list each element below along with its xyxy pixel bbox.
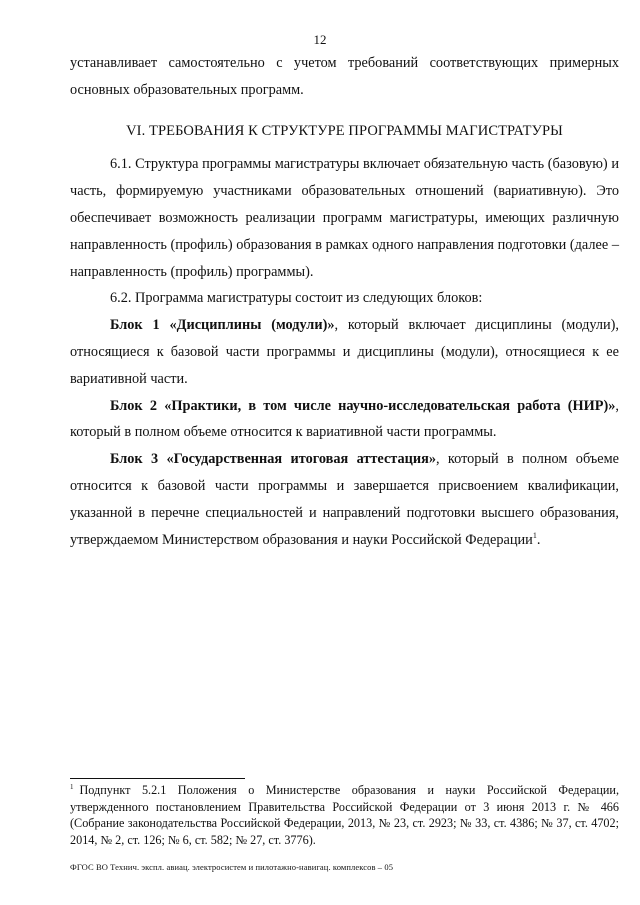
- block-3-text: , который в полном объеме относится к базовой части программы и завершается присвоением квалификации, указанной в перечне специальностей и направлений подготовки высшего образования, утверждаемом Министерством образования и науки Российской Федерации: [70, 451, 619, 548]
- footnote-reference: 1: [532, 530, 537, 540]
- page-number: 12: [313, 32, 327, 47]
- block-1-paragraph: [70, 312, 619, 392]
- intro-paragraph: устанавливает самостоятельно с учетом требований соответствующих примерных основных образовательных программ.: [70, 55, 619, 98]
- block-2-text: , который в полном объеме относится к вариативной части программы.: [70, 397, 619, 441]
- block-3-paragraph: Блок 3 «Государственная итоговая аттестация», который в полном объеме относится к базовой части программы и завершается присвоением квалификации, указанной в перечне специальностей и направлений подготовки высшего образования, утверждаемом Министерством образования и науки Российской Федерации$^1$.: [70, 451, 619, 548]
- block-1-text: , который включает дисциплины (модули), относящиеся к базовой части программы и дисциплины (модули), относящиеся к ее вариативной части.: [70, 317, 619, 387]
- section-heading: VI. ТРЕБОВАНИЯ К СТРУКТУРЕ ПРОГРАММЫ МАГИСТРАТУРЫ: [126, 122, 563, 139]
- block-2-paragraph: [70, 393, 619, 447]
- footnote-text: Подпункт 5.2.1 Положения о Министерстве образования и науки Российской Федерации, утвержденного постановлением Правительства Российской Федерации от 3 июня 2013 г. № 466 (Собрание законодательства Российской Федерации, 2013, № 23, ст. 2923; № 33, ст. 4386; № 37, ст. 4702; 2014, № 2, ст. 126; № 6, ст. 582; № 27, ст. 3776).: [70, 783, 619, 847]
- paragraph-6-2: 6.2. Программа магистратуры состоит из следующих блоков:: [110, 290, 483, 307]
- footnote-number: 1: [70, 783, 74, 791]
- paragraph-6-1: 6.1. Структура программы магистратуры включает обязательную часть (базовую) и часть, формируемую участниками образовательных отношений (вариативную). Это обеспечивает возможность реализации программ магистратуры, имеющих различную направленность (профиль) образования в рамках одного направления подготовки (далее – направленность (профиль) программы).: [70, 156, 619, 280]
- block-1-title: Блок 1 «Дисциплины (модули)»: [110, 317, 335, 334]
- footnote-divider: [70, 778, 245, 779]
- block-3-title: Блок 3 «Государственная итоговая аттестация»: [110, 451, 436, 468]
- block-2-title: Блок 2 «Практики, в том числе научно-исследовательская работа (НИР)»: [110, 397, 616, 414]
- footnote: [70, 782, 619, 848]
- page-footer: ФГОС ВО Технич. экспл. авиац. электросистем и пилотажно-навигац. комплексов – 05: [70, 862, 394, 872]
- main-text: [70, 50, 619, 553]
